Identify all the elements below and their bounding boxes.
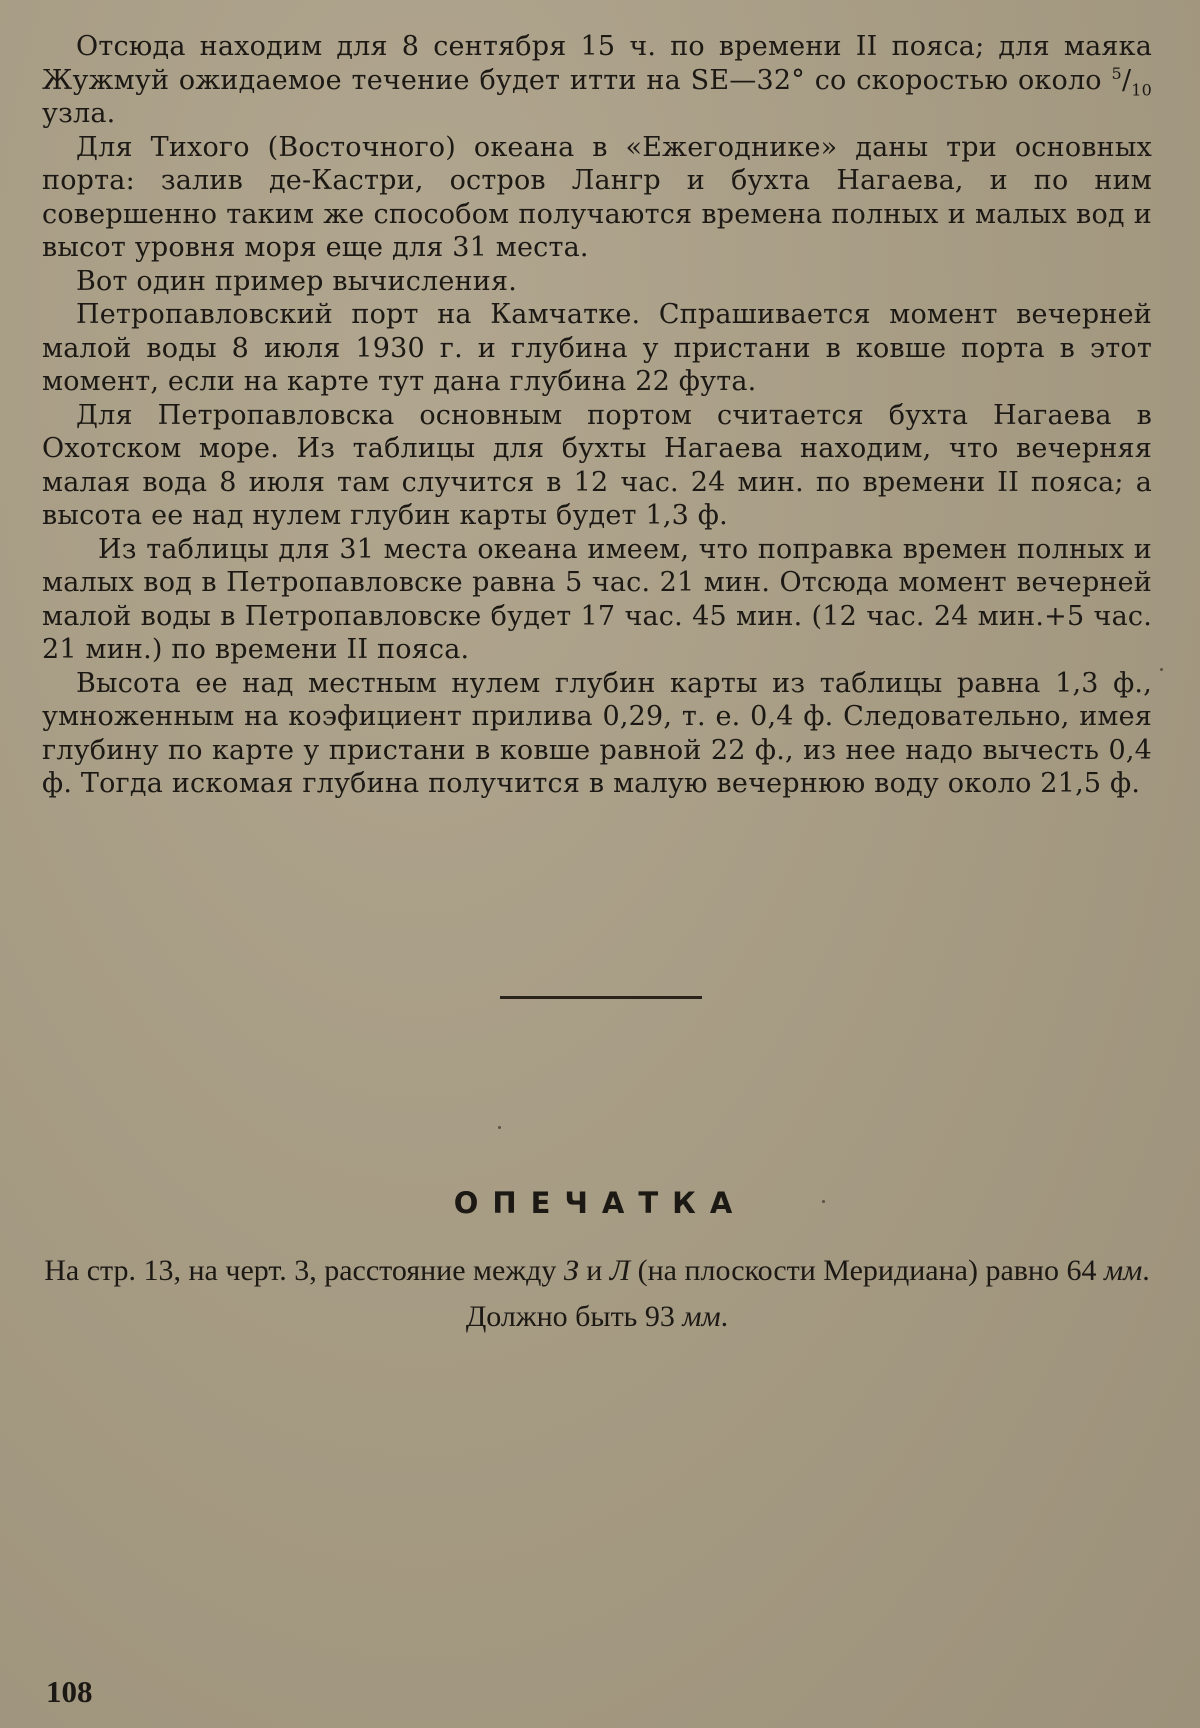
fraction-numerator: 5 [1111,63,1122,83]
paragraph-5: Для Петропавловска основным портом считается бухта Нагаева в Охотском море. Из таблицы для бухты Нагаева находим, что вечерняя малая вода 8 июля там случится в 12 час. 24 мин. по времени II пояса; а высота ее над нулем глубин карты будет 1,3 ф. [42,399,1152,531]
print-speck [1160,668,1163,671]
paragraph-6: Из таблицы для 31 места океана имеем, что поправка времен полных и малых вод в Петропавловске равна 5 час. 21 мин. Отсюда момент вечерней малой воды в Петропавловске будет 17 час. 45 мин. (12 час. 24 мин.+5 час. 21 мин.) по времени II пояса. [42,533,1152,665]
erratum-text-part: (на плоскости Меридиана) равно 64 [630,1254,1104,1287]
paragraph-3: Вот один пример вычисления. [76,265,517,297]
fraction-denominator: 10 [1131,79,1152,99]
print-speck [498,1126,501,1129]
section-divider [500,996,702,999]
point-z: З [563,1254,579,1287]
unit-mm: мм [1103,1254,1143,1287]
main-text [42,30,1152,801]
erratum-text-part: . Должно быть 93 [465,1254,1150,1333]
unit-mm: мм [682,1300,721,1333]
erratum-text-part: и [578,1254,610,1287]
point-l: Л [609,1254,631,1287]
paragraph-7: Высота ее над местным нулем глубин карты из таблицы равна 1,3 ф., умноженным на коэфициент прилива 0,29, т. е. 0,4 ф. Следовательно, имея глубину по карте у пристани в ковше равной 22 ф., из нее надо вычесть 0,4 ф. Тогда искомая глубина получится в малую вечернюю воду около 21,5 ф. [42,667,1152,799]
paragraph-1-text: Отсюда находим для 8 сентября 15 ч. по времени II пояса; для маяка Жужмуй ожидаемое течение будет итти на SE—32° со скоростью около [42,31,1152,96]
paragraph-2: Для Тихого (Восточного) океана в «Ежегоднике» даны три основных порта: залив де-Кастри, остров Лангр и бухта Нагаева, и по ним совершенно таким же способом получаются времена полных и малых вод и высот уровня моря еще для 31 места. [42,131,1152,263]
erratum-heading: ОПЕЧАТКА [453,1186,747,1220]
erratum-text-part: На стр. 13, на черт. 3, расстояние между [44,1254,564,1287]
erratum-text [42,1248,1152,1340]
paragraph-1-tail: узла. [42,98,116,129]
erratum-text-part: . [720,1300,729,1333]
paragraph-4: Петропавловский порт на Камчатке. Спрашивается момент вечерней малой воды 8 июля 1930 г. и глубина у пристани в ковше порта в этот момент, если на карте тут дана глубина 22 фута. [42,299,1152,397]
paragraph-1 [42,30,1152,131]
fraction-slash: / [1121,64,1132,96]
page-number: 108 [46,1674,93,1709]
